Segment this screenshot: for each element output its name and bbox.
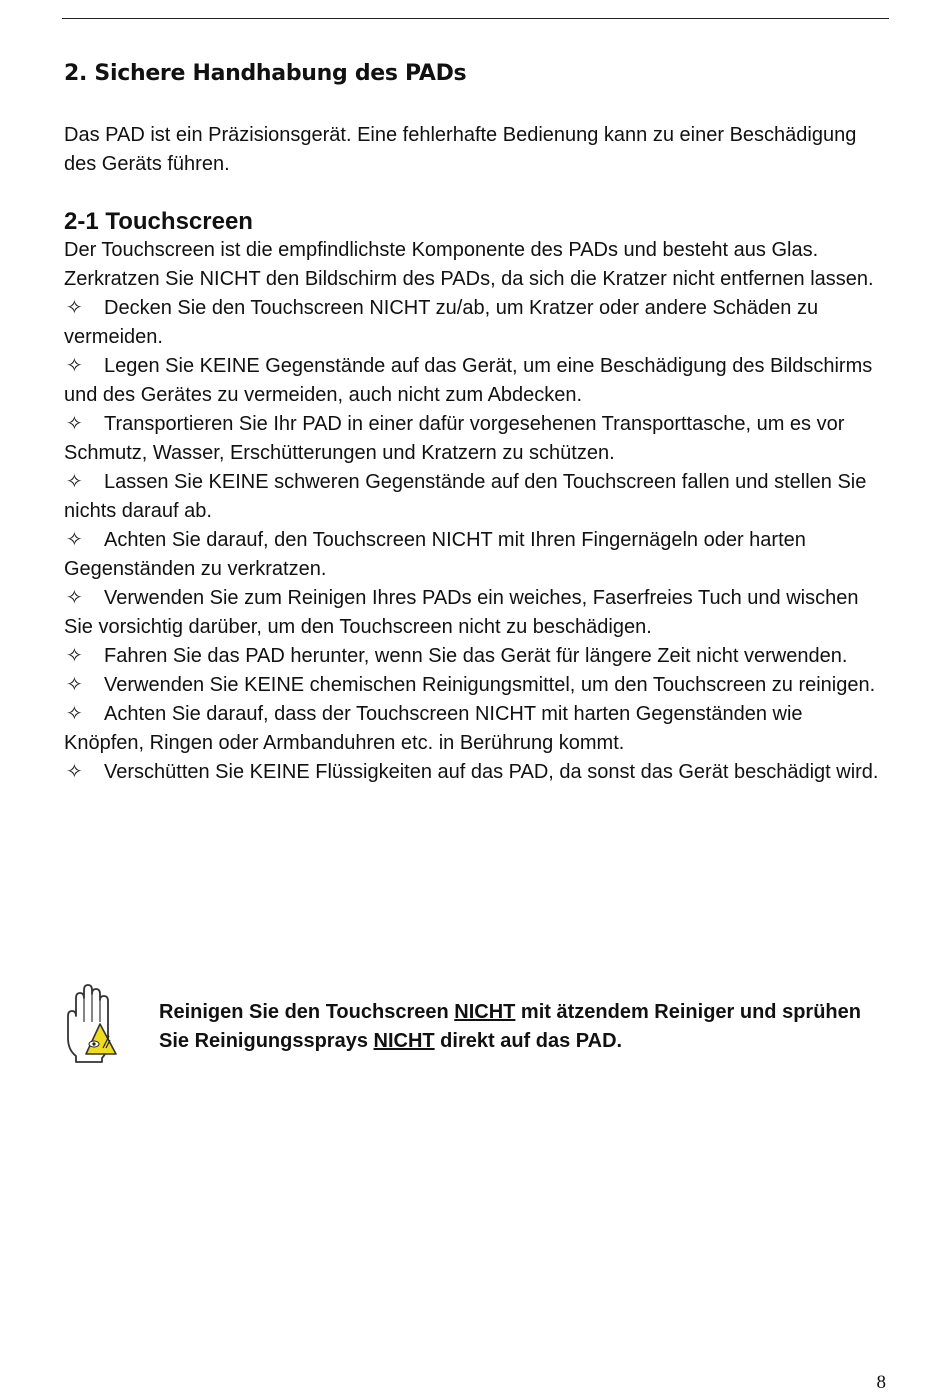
warning-text-part3: direkt auf das PAD. [434,1030,623,1052]
bullet-text: Achten Sie darauf, dass der Touchscreen NICHT mit harten Gegenständen wie Knöpfen, Ringen oder Armbanduhren etc. in Berührung kommt. [64,702,803,754]
bullet-item [64,526,888,584]
section-intro: Das PAD ist ein Präzisionsgerät. Eine fehlerhafte Bedienung kann zu einer Beschädigung des Geräts führen. [64,123,857,175]
bullet-item [64,642,888,671]
bullet-text: Verwenden Sie zum Reinigen Ihres PADs ein weiches, Faserfreies Tuch und wischen Sie vorsichtig darüber, um den Touchscreen nicht zu beschädigen. [64,586,859,638]
bullet-item [64,700,888,758]
star-bullet-icon: ✧ [66,673,83,696]
page-number: 8 [876,1372,886,1393]
subsection-paragraph: Der Touchscreen ist die empfindlichste Komponente des PADs und besteht aus Glas. Zerkratzen Sie NICHT den Bildschirm des PADs, da sich die Kratzer nicht entfernen lassen. [64,238,874,290]
star-bullet-icon: ✧ [66,470,83,493]
bullet-list [64,294,888,787]
bullet-item [64,294,888,352]
star-bullet-icon: ✧ [66,296,83,319]
bullet-text: Transportieren Sie Ihr PAD in einer dafür vorgesehenen Transporttasche, um es vor Schmutz, Wasser, Erschütterungen und Kratzern zu schützen. [64,412,845,464]
bullet-item [64,758,888,787]
hand-warning-icon [62,978,118,1064]
warning-text [159,998,879,1056]
star-bullet-icon: ✧ [66,528,83,551]
bullet-text: Verschütten Sie KEINE Flüssigkeiten auf das PAD, da sonst das Gerät beschädigt wird. [104,760,879,783]
star-bullet-icon: ✧ [66,760,83,783]
star-bullet-icon: ✧ [66,412,83,435]
page-content [64,60,888,787]
bullet-text: Legen Sie KEINE Gegenstände auf das Gerät, um eine Beschädigung des Bildschirms und des Gerätes zu vermeiden, auch nicht zum Abdecken. [64,354,873,406]
bullet-item [64,671,888,700]
bullet-item [64,468,888,526]
warning-emphasis-1: NICHT [454,1001,516,1023]
star-bullet-icon: ✧ [66,644,83,667]
bullet-text: Fahren Sie das PAD herunter, wenn Sie das Gerät für längere Zeit nicht verwenden. [104,644,848,667]
star-bullet-icon: ✧ [66,586,83,609]
warning-text-part1: Reinigen Sie den Touchscreen [159,1001,455,1023]
header-rule [62,18,889,19]
bullet-text: Verwenden Sie KEINE chemischen Reinigungsmittel, um den Touchscreen zu reinigen. [104,673,876,696]
section-title: 2. Sichere Handhabung des PADs [64,61,467,86]
bullet-text: Lassen Sie KEINE schweren Gegenstände auf den Touchscreen fallen und stellen Sie nichts darauf ab. [64,470,867,522]
bullet-item [64,352,888,410]
bullet-text: Decken Sie den Touchscreen NICHT zu/ab, um Kratzer oder andere Schäden zu vermeiden. [64,296,819,348]
subsection-title: 2-1 Touchscreen [64,207,253,235]
star-bullet-icon: ✧ [66,354,83,377]
warning-emphasis-2: NICHT [373,1030,435,1052]
bullet-item [64,410,888,468]
bullet-item [64,584,888,642]
star-bullet-icon: ✧ [66,702,83,725]
bullet-text: Achten Sie darauf, den Touchscreen NICHT mit Ihren Fingernägeln oder harten Gegenständen zu verkratzen. [64,528,806,580]
warning-block [62,978,888,1068]
warning-text-part2: mit ätzendem Reiniger und sprühen Sie Reinigungssprays [159,1001,861,1052]
